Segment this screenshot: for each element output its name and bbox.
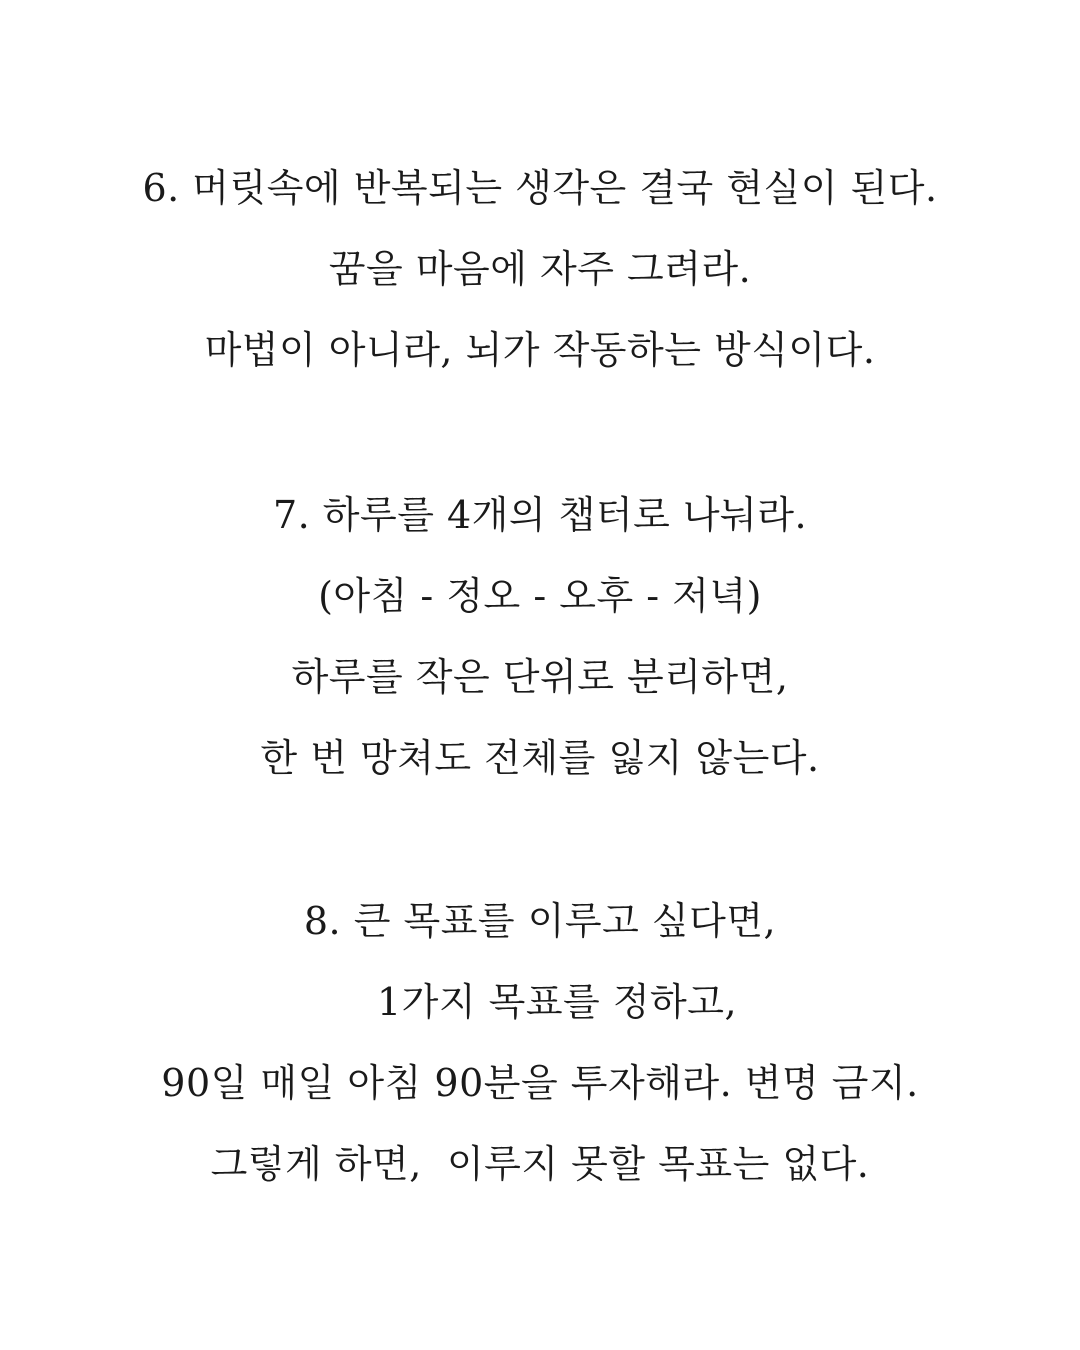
tip-8-heading: 8. 큰 목표를 이루고 싶다면,	[303, 899, 777, 943]
tip-6-line-3: 마법이 아니라, 뇌가 작동하는 방식이다.	[204, 328, 876, 372]
tip-8-line-3: 90일 매일 아침 90분을 투자해라. 변명 금지.	[161, 1061, 919, 1105]
tip-8-line-4: 그렇게 하면, 이루지 못할 목표는 없다.	[210, 1142, 870, 1186]
tip-6-line-2: 꿈을 마음에 자주 그려라.	[328, 247, 752, 291]
tip-7-line-3: 하루를 작은 단위로 분리하면,	[291, 655, 789, 699]
tip-7-line-4: 한 번 망쳐도 전체를 잃지 않는다.	[260, 736, 820, 780]
tip-7-heading: 7. 하루를 4개의 챕터로 나눠라.	[272, 493, 808, 537]
tip-6-heading: 6. 머릿속에 반복되는 생각은 결국 현실이 된다.	[142, 166, 938, 210]
tip-7-line-2: (아침 - 정오 - 오후 - 저녁)	[318, 574, 762, 618]
tip-8-line-2: 1가지 목표를 정하고,	[376, 980, 738, 1024]
